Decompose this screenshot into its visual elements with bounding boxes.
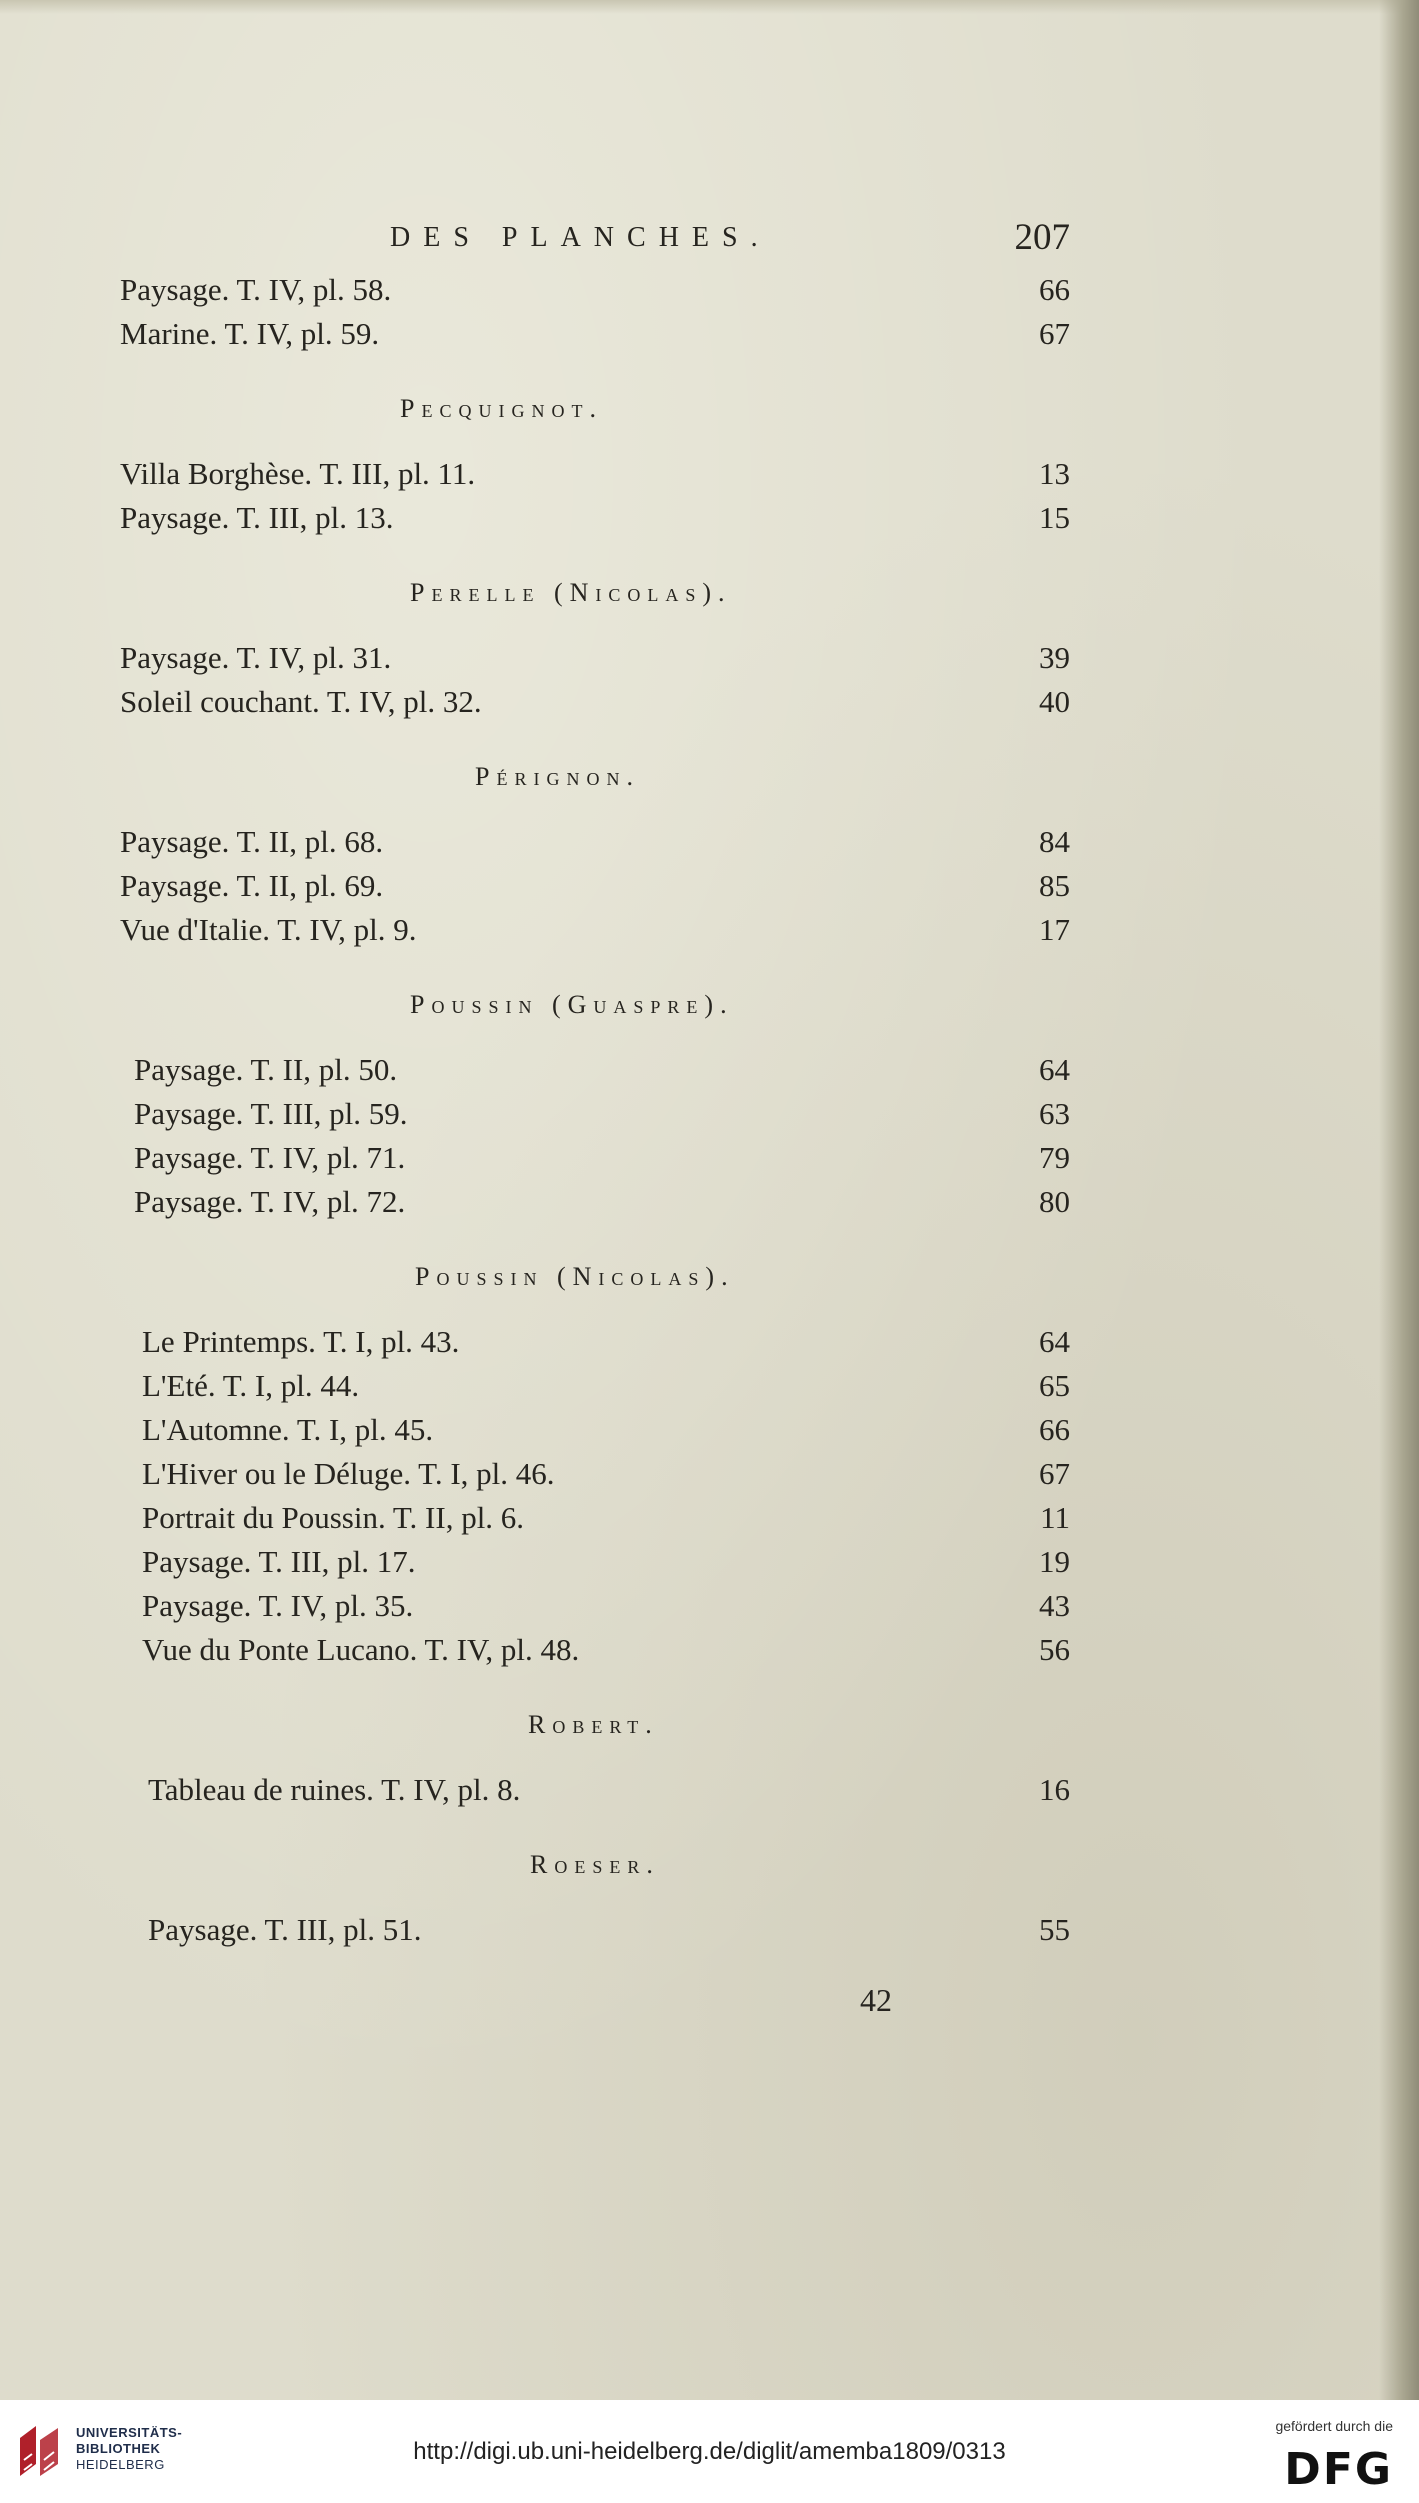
artist-name: Roeser. <box>530 1850 660 1879</box>
index-entry-row <box>120 868 1070 912</box>
artist-heading <box>120 1228 1070 1324</box>
index-entry-row <box>120 640 1070 684</box>
page-right-edge <box>1379 0 1419 2400</box>
plate-title: Paysage. T. IV, pl. 31. <box>120 640 392 675</box>
plate-page-number: 16 <box>1039 1772 1070 1807</box>
plate-page-number: 11 <box>1040 1500 1070 1535</box>
index-entry-row <box>120 456 1070 500</box>
index-entry-row <box>120 1412 1070 1456</box>
plate-page-number: 17 <box>1039 912 1070 947</box>
dfg-logo: DFG <box>1284 2444 1393 2495</box>
artist-name: Perelle (Nicolas). <box>410 578 732 607</box>
plate-title: Paysage. T. IV, pl. 35. <box>142 1588 414 1623</box>
index-entry-row <box>120 1632 1070 1676</box>
plate-title: Portrait du Poussin. T. II, pl. 6. <box>142 1500 525 1535</box>
index-sections <box>120 272 1070 1956</box>
index-entry-row <box>120 684 1070 728</box>
plate-page-number: 67 <box>1039 1456 1070 1491</box>
plate-title: Marine. T. IV, pl. 59. <box>120 316 380 351</box>
running-head <box>120 217 1070 272</box>
signature-mark: 42 <box>860 1982 892 2018</box>
artist-name: Poussin (Nicolas). <box>415 1262 735 1291</box>
index-entry-row <box>120 316 1070 360</box>
plate-page-number: 64 <box>1039 1052 1070 1087</box>
artist-name: Pecquignot. <box>400 394 603 423</box>
plate-page-number: 63 <box>1039 1096 1070 1131</box>
plate-page-number: 56 <box>1039 1632 1070 1667</box>
plate-page-number: 67 <box>1039 316 1070 351</box>
artist-heading <box>120 360 1070 456</box>
artist-heading <box>120 544 1070 640</box>
library-name-line1: UNIVERSITÄTS- <box>76 2425 183 2440</box>
index-entry-row <box>120 272 1070 316</box>
artist-heading <box>120 728 1070 824</box>
index-entry-row <box>120 1500 1070 1544</box>
plate-page-number: 40 <box>1039 684 1070 719</box>
plate-title: Vue d'Italie. T. IV, pl. 9. <box>120 912 417 947</box>
index-entry-row <box>120 1544 1070 1588</box>
index-entry-row <box>120 1772 1070 1816</box>
artist-heading <box>120 1676 1070 1772</box>
plate-page-number: 84 <box>1039 824 1070 859</box>
library-name-line2: BIBLIOTHEK <box>76 2441 161 2456</box>
index-entry-row <box>120 824 1070 868</box>
index-entry-row <box>120 1096 1070 1140</box>
plate-title: Tableau de ruines. T. IV, pl. 8. <box>148 1772 521 1807</box>
artist-name: Poussin (Guaspre). <box>410 990 734 1019</box>
library-footer-bar <box>0 2400 1419 2503</box>
index-entry-row <box>120 1184 1070 1228</box>
artist-heading <box>120 1816 1070 1912</box>
plate-title: Paysage. T. III, pl. 51. <box>148 1912 422 1947</box>
plate-page-number: 39 <box>1039 640 1070 675</box>
artist-name: Robert. <box>528 1710 659 1739</box>
running-title: DES PLANCHES. <box>390 222 771 253</box>
plate-title: Vue du Ponte Lucano. T. IV, pl. 48. <box>142 1632 580 1667</box>
artist-name: Pérignon. <box>475 762 640 791</box>
index-entry-row <box>120 1052 1070 1096</box>
plate-title: Paysage. T. II, pl. 69. <box>120 868 384 903</box>
plate-page-number: 13 <box>1039 456 1070 491</box>
page-top-edge <box>0 0 1419 14</box>
plate-page-number: 55 <box>1039 1912 1070 1947</box>
plate-title: Villa Borghèse. T. III, pl. 11. <box>120 456 476 491</box>
index-text-block <box>120 217 1070 2026</box>
plate-title: Paysage. T. III, pl. 59. <box>134 1096 408 1131</box>
plate-title: Paysage. T. II, pl. 50. <box>134 1052 398 1087</box>
library-name-line3: HEIDELBERG <box>76 2457 165 2472</box>
plate-page-number: 66 <box>1039 272 1070 307</box>
plate-title: L'Hiver ou le Déluge. T. I, pl. 46. <box>142 1456 555 1491</box>
sponsor-label: gefördert durch die <box>1275 2418 1393 2434</box>
plate-title: Paysage. T. II, pl. 68. <box>120 824 384 859</box>
plate-title: Paysage. T. III, pl. 13. <box>120 500 394 535</box>
index-entry-row <box>120 1368 1070 1412</box>
page-number: 207 <box>1014 217 1070 258</box>
plate-title: Le Printemps. T. I, pl. 43. <box>142 1324 460 1359</box>
plate-title: L'Eté. T. I, pl. 44. <box>142 1368 360 1403</box>
index-entry-row <box>120 1140 1070 1184</box>
plate-page-number: 80 <box>1039 1184 1070 1219</box>
plate-page-number: 65 <box>1039 1368 1070 1403</box>
index-entry-row <box>120 1324 1070 1368</box>
plate-page-number: 64 <box>1039 1324 1070 1359</box>
signature-mark-row <box>120 1956 1070 2026</box>
plate-page-number: 66 <box>1039 1412 1070 1447</box>
plate-title: Paysage. T. IV, pl. 58. <box>120 272 392 307</box>
index-entry-row <box>120 1456 1070 1500</box>
document-url[interactable]: http://digi.ub.uni-heidelberg.de/diglit/amemba1809/0313 <box>413 2438 1006 2465</box>
plate-title: Paysage. T. IV, pl. 72. <box>134 1184 406 1219</box>
index-entry-row <box>120 1912 1070 1956</box>
plate-title: Soleil couchant. T. IV, pl. 32. <box>120 684 482 719</box>
plate-title: Paysage. T. IV, pl. 71. <box>134 1140 406 1175</box>
plate-page-number: 79 <box>1039 1140 1070 1175</box>
plate-title: L'Automne. T. I, pl. 45. <box>142 1412 434 1447</box>
artist-heading <box>120 956 1070 1052</box>
plate-page-number: 85 <box>1039 868 1070 903</box>
index-entry-row <box>120 500 1070 544</box>
plate-page-number: 43 <box>1039 1588 1070 1623</box>
index-entry-row <box>120 912 1070 956</box>
plate-title: Paysage. T. III, pl. 17. <box>142 1544 416 1579</box>
plate-page-number: 19 <box>1039 1544 1070 1579</box>
plate-page-number: 15 <box>1039 500 1070 535</box>
index-entry-row <box>120 1588 1070 1632</box>
